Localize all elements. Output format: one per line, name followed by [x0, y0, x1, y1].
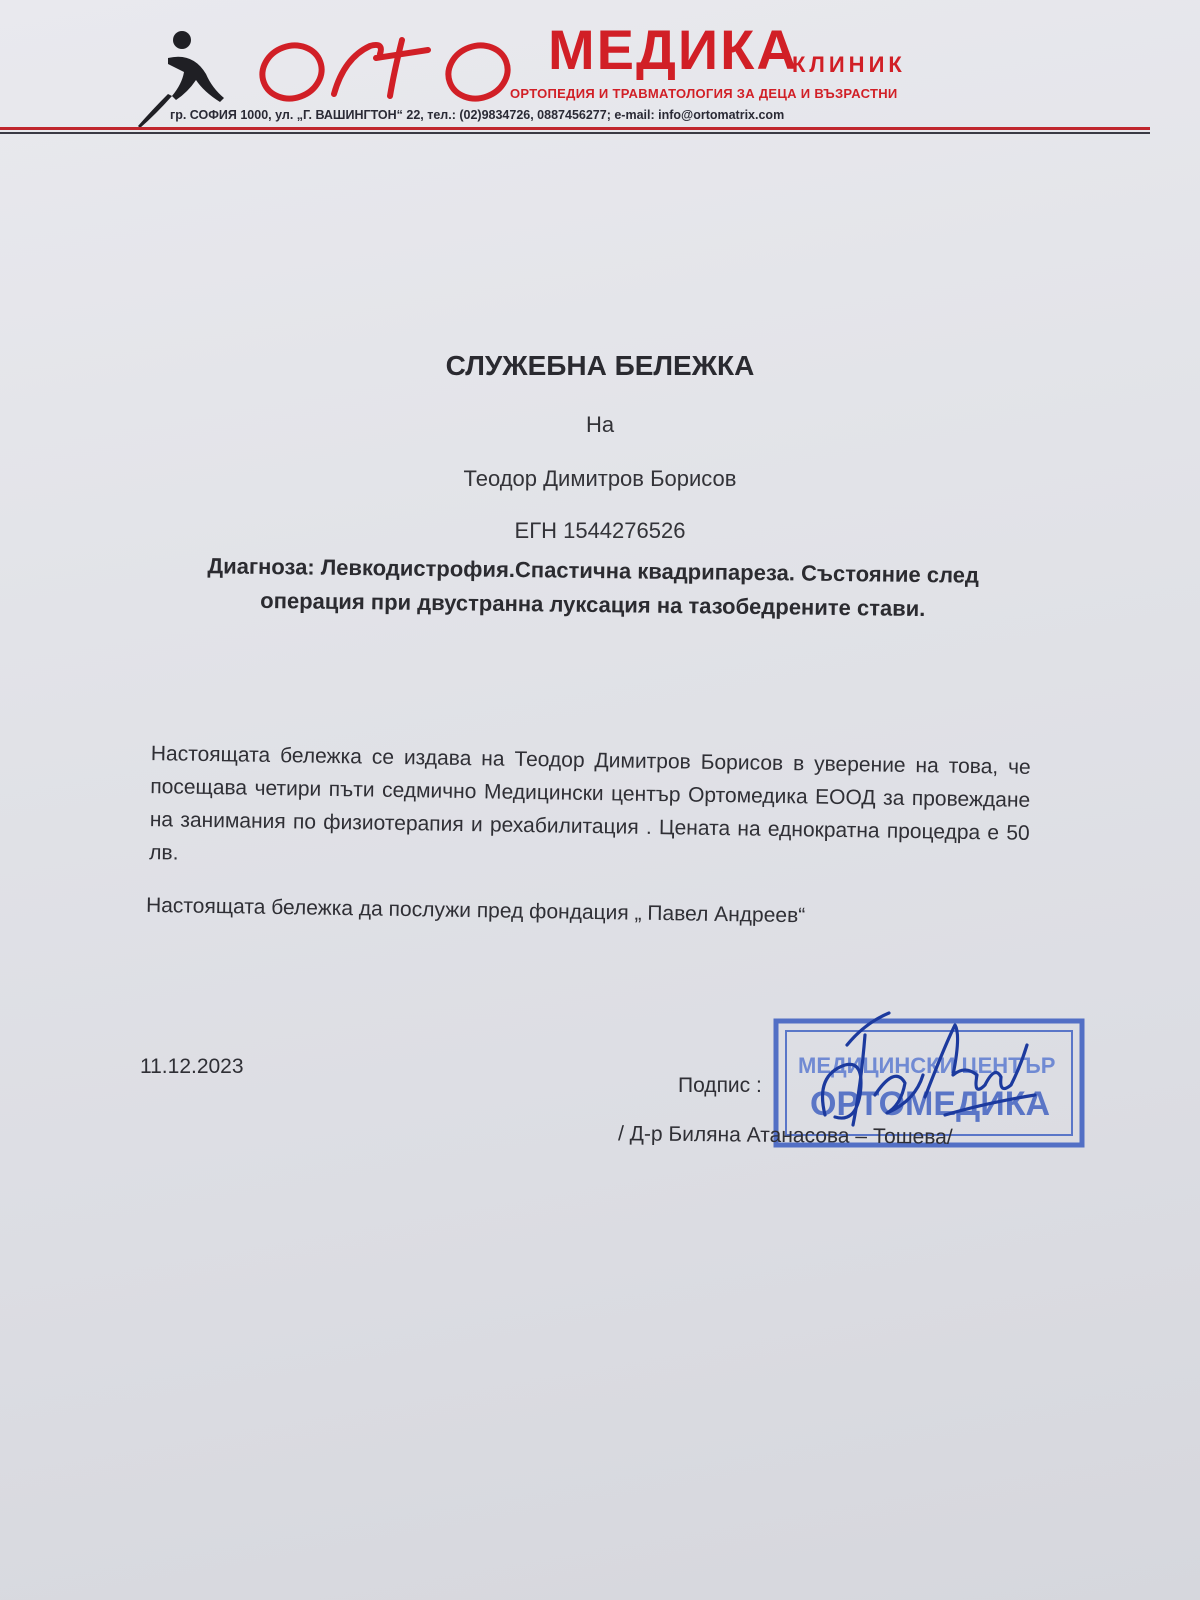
svg-text:МЕДИЦИНСКИ ЦЕНТЪР: МЕДИЦИНСКИ ЦЕНТЪР — [798, 1053, 1056, 1078]
clinic-address: гр. СОФИЯ 1000, ул. „Г. ВАШИНГТОН“ 22, тел.: (02)9834726, 0887456277; e-mail: info@ortomatrix.com — [170, 108, 785, 122]
body-paragraph: Настоящата бележка се издава на Теодор Димитров Борисов в уверение на това, че посещава четири пъти седмично Медицински център Ортомедика ЕООД за провеждане на занимания по физиотерапия и рехабилитация . Цената на еднократна процедра е 50 лв. — [149, 742, 1031, 865]
logo-orto-script — [252, 32, 542, 104]
logo-klinik: КЛИНИК — [792, 52, 906, 77]
document-title: СЛУЖЕБНА БЕЛЕЖКА — [445, 350, 755, 381]
divider-dark — [0, 132, 1150, 134]
patient-name: Теодор Димитров Борисов — [463, 466, 737, 491]
tagline: ОРТОПЕДИЯ И ТРАВМАТОЛОГИЯ ЗА ДЕЦА И ВЪЗРАСТНИ — [510, 86, 898, 101]
svg-text:ОРТОМЕДИКА: ОРТОМЕДИКА — [810, 1085, 1051, 1123]
to-label: На — [585, 412, 615, 437]
handwritten-signature — [805, 1005, 1050, 1135]
divider-red — [0, 127, 1150, 130]
closing-line: Настоящата бележка да послужи пред фондация „ Павел Андреев“ — [145, 893, 806, 928]
diagnosis: Диагноза: Левкодистрофия.Спастична квадрипареза. Състояние след операция при двустранна луксация на тазобедрените стави. — [207, 553, 980, 622]
signature-label: Подпис : — [678, 1074, 762, 1097]
patient-egn: ЕГН 1544276526 — [514, 518, 686, 543]
doctor-name: / Д-р Биляна Атанасова – Тошева/ — [617, 1122, 953, 1149]
letterhead — [0, 0, 1200, 150]
logo-medika: МЕДИКА — [548, 18, 799, 81]
document-date: 11.12.2023 — [140, 1055, 244, 1078]
